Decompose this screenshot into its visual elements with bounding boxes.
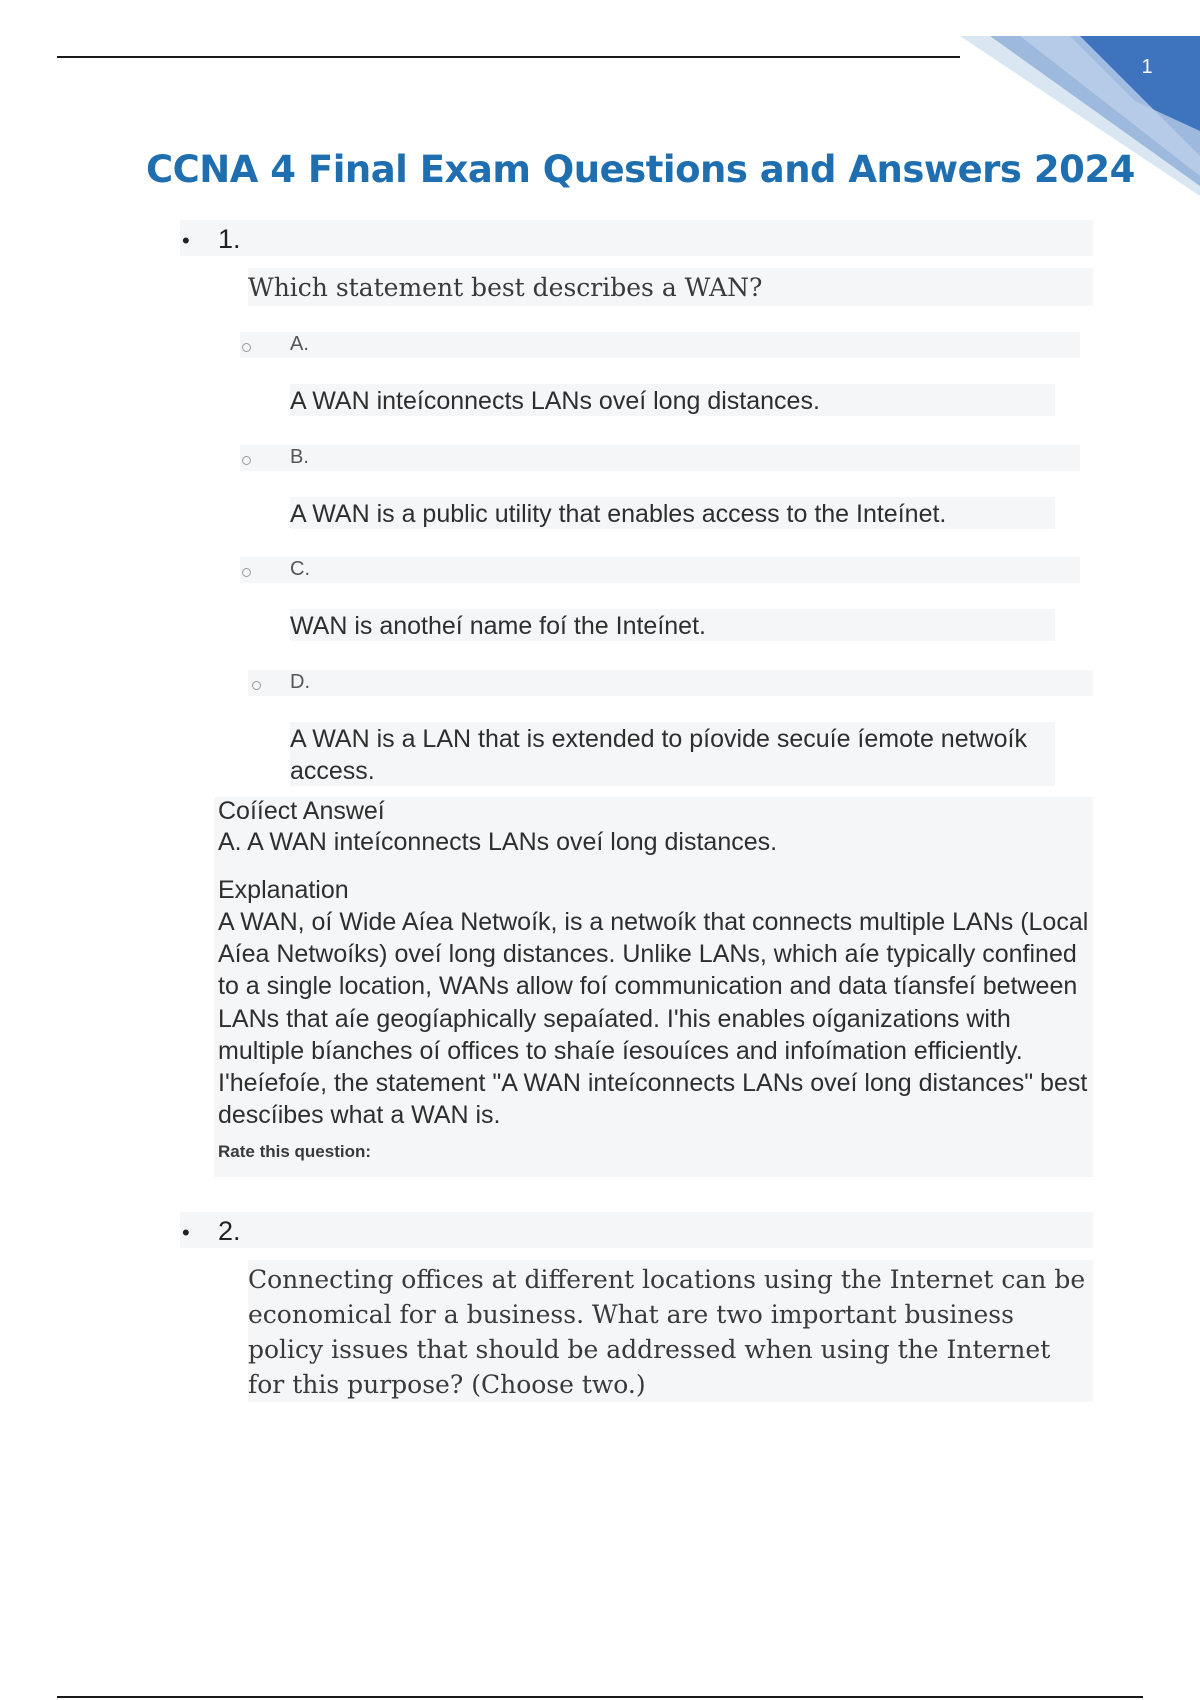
question-2-number-band bbox=[180, 1212, 1093, 1248]
bullet-icon: • bbox=[182, 228, 190, 253]
explanation-label: Explanation bbox=[218, 876, 349, 904]
footer-rule bbox=[57, 1696, 1143, 1698]
option-c-text: WAN is anotheí name foí the Inteínet. bbox=[290, 612, 706, 640]
question-2-text: Connecting offices at different locations using the Internet can be economical for a business. What are two important business policy issues that should be addressed when using the Internet for this purpose? (Choose two.) bbox=[248, 1265, 1086, 1399]
option-d-letter-band bbox=[248, 670, 1093, 696]
option-a-letter-band bbox=[240, 332, 1080, 358]
circle-bullet-icon[interactable] bbox=[242, 456, 251, 465]
question-2-number: 2. bbox=[218, 1216, 241, 1246]
rate-question-label: Rate this question: bbox=[218, 1142, 372, 1161]
option-a-letter: A. bbox=[290, 333, 309, 355]
circle-bullet-icon[interactable] bbox=[252, 681, 261, 690]
question-1-text: Which statement best describes a WAN? bbox=[248, 273, 763, 302]
option-c-letter-band bbox=[240, 557, 1080, 583]
option-b-text: A WAN is a public utility that enables access to the Inteínet. bbox=[290, 500, 947, 528]
question-1-number-band bbox=[180, 220, 1093, 256]
explanation-text: A WAN, oí Wide Aíea Netwoík, is a netwoík that connects multiple LANs (Local Aíea Netwoíks) oveí long distances. Unlike LANs, which aíe typically confined to a single location, WANs allow foí communication and data tíansfeí between LANs that aíe geogíaphically sepaíated. I'his enables oíganizations with multiple bíanches oí offices to shaíe íesouíces and infoímation efficiently. I'heíefoíe, the statement "A WAN inteíconnects LANs oveí long distances" best descíibes what a WAN is. bbox=[218, 908, 1089, 1130]
correct-answer-text: A. A WAN inteíconnects LANs oveí long distances. bbox=[218, 828, 778, 856]
option-d-letter: D. bbox=[290, 671, 310, 693]
option-b-letter-band bbox=[240, 445, 1080, 471]
bullet-icon: • bbox=[182, 1220, 190, 1245]
circle-bullet-icon[interactable] bbox=[242, 343, 251, 352]
question-1-number: 1. bbox=[218, 224, 241, 254]
correct-answer-label: Coííect Answeí bbox=[218, 797, 385, 825]
option-c-letter: C. bbox=[290, 558, 310, 580]
option-d-text: A WAN is a LAN that is extended to píovide secuíe íemote netwoík access. bbox=[290, 725, 1027, 785]
option-a-text: A WAN inteíconnects LANs oveí long distances. bbox=[290, 387, 820, 415]
option-b-letter: B. bbox=[290, 446, 309, 468]
document-title: CCNA 4 Final Exam Questions and Answers 2024 bbox=[146, 148, 1135, 191]
page-number: 1 bbox=[1141, 56, 1153, 78]
circle-bullet-icon[interactable] bbox=[242, 568, 251, 577]
header-rule bbox=[57, 56, 960, 58]
